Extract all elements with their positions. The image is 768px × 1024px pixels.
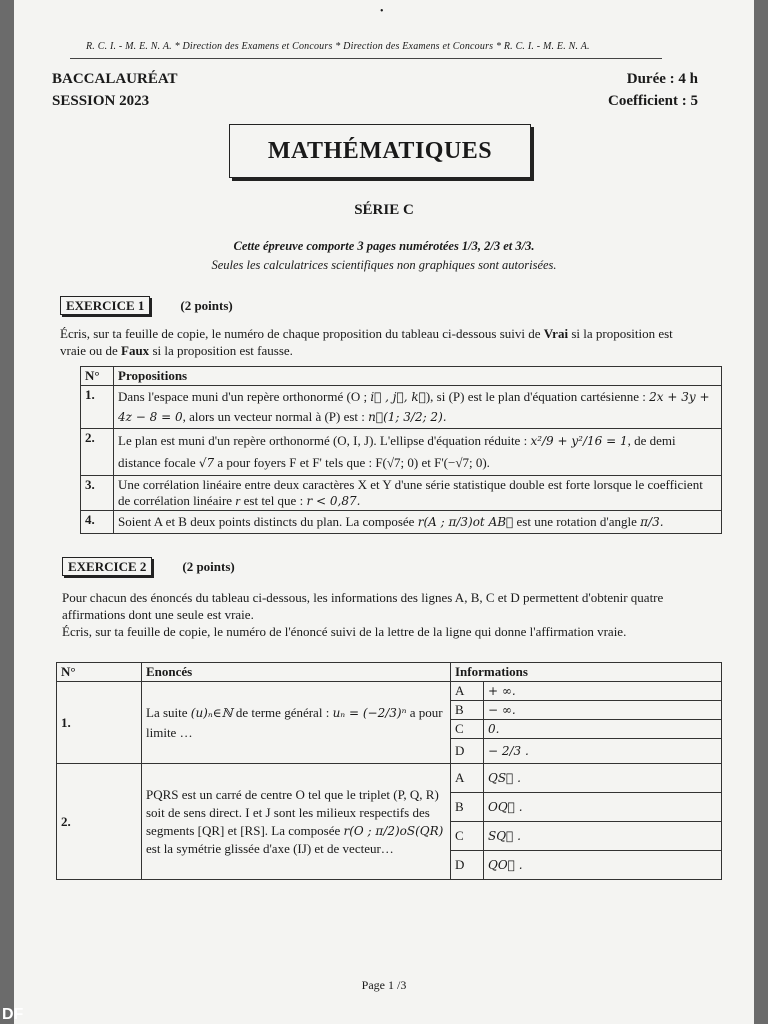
faux-word: Faux xyxy=(121,343,150,358)
option-letter: C xyxy=(451,822,484,851)
text: Soient A et B deux points distincts du plan. La composée xyxy=(118,514,418,529)
exam-coefficient: Coefficient : 5 xyxy=(608,93,698,109)
math-sqrt: √7 xyxy=(198,456,215,470)
table-header-row xyxy=(57,663,722,682)
exercice2-table xyxy=(56,662,722,880)
text: Une corrélation linéaire entre deux caractères X et Y d'une série statistique double est forte lorsque le coefficient de corrélation linéaire xyxy=(118,477,703,508)
exam-duration: Durée : 4 h xyxy=(626,71,698,87)
option-letter: B xyxy=(451,793,484,822)
option-letter: C xyxy=(451,720,484,739)
col-info-header: Informations xyxy=(451,663,722,682)
option-letter: A xyxy=(451,764,484,793)
instruction-text: si la proposition est vraie ou de xyxy=(60,326,673,358)
text: La suite xyxy=(146,704,191,720)
exercice1-header xyxy=(60,297,233,315)
col-prop-header: Propositions xyxy=(114,367,722,386)
vrai-word: Vrai xyxy=(543,326,569,341)
header-rule xyxy=(70,58,662,59)
text: ), si (P) est le plan d'équation cartésienne : xyxy=(425,389,650,404)
exercice1-points: (2 points) xyxy=(180,298,233,313)
row-number: 2. xyxy=(81,429,114,476)
option-value: QO⃗ . xyxy=(484,851,722,880)
proposition-text xyxy=(114,386,722,429)
text: de terme général : xyxy=(232,704,333,720)
option-value: 0. xyxy=(484,720,722,739)
exam-meta xyxy=(608,68,698,112)
col-num-header: N° xyxy=(57,663,142,682)
option-letter: D xyxy=(451,739,484,764)
option-value: QS⃗ . xyxy=(484,764,722,793)
table-row xyxy=(81,386,722,429)
subject-title-text: MATHÉMATIQUES xyxy=(267,137,493,164)
math-vectors: i⃗ , j⃗, k⃗ xyxy=(370,390,426,404)
option-value: − ∞. xyxy=(484,701,722,720)
exercice2-points: (2 points) xyxy=(182,559,235,574)
exercice2-label: EXERCICE 2 xyxy=(62,557,152,576)
text: Le plan est muni d'un repère orthonormé (O, I, J). L'ellipse d'équation réduite : xyxy=(118,433,531,448)
math-condition: r < 0,87. xyxy=(306,494,361,508)
option-value: − 2/3 . xyxy=(484,739,722,764)
math-angle: π/3. xyxy=(640,515,664,529)
table-row xyxy=(57,764,722,793)
text: est la symétrie glissée d'axe (IJ) et de vecteur… xyxy=(146,840,394,856)
enonce-number: 1. xyxy=(57,682,142,764)
text: est une rotation d'angle xyxy=(513,514,641,529)
text: Dans l'espace muni d'un repère orthonormé (O ; xyxy=(118,389,371,404)
text: , alors un vecteur normal à (P) est : xyxy=(182,409,369,424)
enonce-text xyxy=(142,682,451,764)
exercice2-header xyxy=(62,558,235,576)
speck: • xyxy=(380,6,384,17)
row-number: 3. xyxy=(81,476,114,511)
math-term: uₙ = (−2/3)ⁿ xyxy=(332,705,407,720)
text: PQRS est un carré de centre O tel que le triplet (P, Q, R) soit de sens direct. I et J sont les milieux respectifs des segments [QR] et [RS]. La composée xyxy=(146,786,439,838)
option-letter: A xyxy=(451,682,484,701)
math-sequence: (u)ₙ∈ℕ xyxy=(190,705,233,720)
col-num-header: N° xyxy=(81,367,114,386)
math-equation: 2x + 3y + 4z − 8 = 0 xyxy=(118,390,710,424)
intro-pages: Cette épreuve comporte 3 pages numérotées 1/3, 2/3 et 3/3. xyxy=(233,239,535,253)
enonce-number: 2. xyxy=(57,764,142,880)
text: , de demi distance focale xyxy=(118,433,676,470)
text: est tel que : xyxy=(240,493,307,508)
text: a pour foyers F et F' tels que : F(√7; 0) et F'(−√7; 0). xyxy=(214,455,490,470)
math-composition: r(O ; π/2)oS(QR) xyxy=(343,823,444,838)
instruction-text: Écris, sur ta feuille de copie, le numéro de l'énoncé suivi de la lettre de la ligne qui donne l'affirmation vraie. xyxy=(62,624,627,639)
institution-header: R. C. I. - M. E. N. A. * Direction des Examens et Concours * Direction des Examens et Concours * R. C. I. - M. E. N. A. xyxy=(86,41,590,52)
exam-session: SESSION 2023 xyxy=(52,93,150,109)
math-composition: r(A ; π/3)ot AB⃗ xyxy=(417,515,514,529)
table-header-row xyxy=(81,367,722,386)
enonce-text xyxy=(142,764,451,880)
instruction-text: si la proposition est fausse. xyxy=(149,343,293,358)
page-number: Page 1 /3 xyxy=(361,978,407,992)
instruction-text: Écris, sur ta feuille de copie, le numéro de chaque proposition du tableau ci-dessous suivi de xyxy=(60,326,544,341)
exam-info xyxy=(52,68,178,112)
table-row xyxy=(81,429,722,476)
corner-mark: DF xyxy=(2,1006,24,1023)
option-letter: B xyxy=(451,701,484,720)
proposition-text xyxy=(114,429,722,476)
option-letter: D xyxy=(451,851,484,880)
exam-name: BACCALAURÉAT xyxy=(52,71,178,87)
proposition-text xyxy=(114,476,722,511)
text: a pour limite … xyxy=(146,704,443,740)
option-value: OQ⃗ . xyxy=(484,793,722,822)
exercice2-instruction xyxy=(62,589,702,640)
table-row xyxy=(57,682,722,701)
table-row xyxy=(81,511,722,534)
instruction-text: Pour chacun des énoncés du tableau ci-dessous, les informations des lignes A, B, C et D permettent d'obtenir quatre affirmations dont une seule est vraie. xyxy=(62,590,664,622)
row-number: 1. xyxy=(81,386,114,429)
serie-label: SÉRIE C xyxy=(354,202,414,218)
col-enonce-header: Enoncés xyxy=(142,663,451,682)
intro-calculators: Seules les calculatrices scientifiques non graphiques sont autorisées. xyxy=(211,258,557,272)
table-row xyxy=(81,476,722,511)
exercice1-instruction xyxy=(60,325,700,359)
math-var: r xyxy=(235,493,241,508)
math-vector: n⃗(1; 3/2; 2). xyxy=(368,410,447,424)
option-value: SQ⃗ . xyxy=(484,822,722,851)
math-equation: x²/9 + y²/16 = 1 xyxy=(530,434,628,448)
exercice1-table xyxy=(80,366,722,534)
exercice1-label: EXERCICE 1 xyxy=(60,296,150,315)
row-number: 4. xyxy=(81,511,114,534)
proposition-text xyxy=(114,511,722,534)
subject-title xyxy=(229,124,531,178)
option-value: + ∞. xyxy=(484,682,722,701)
